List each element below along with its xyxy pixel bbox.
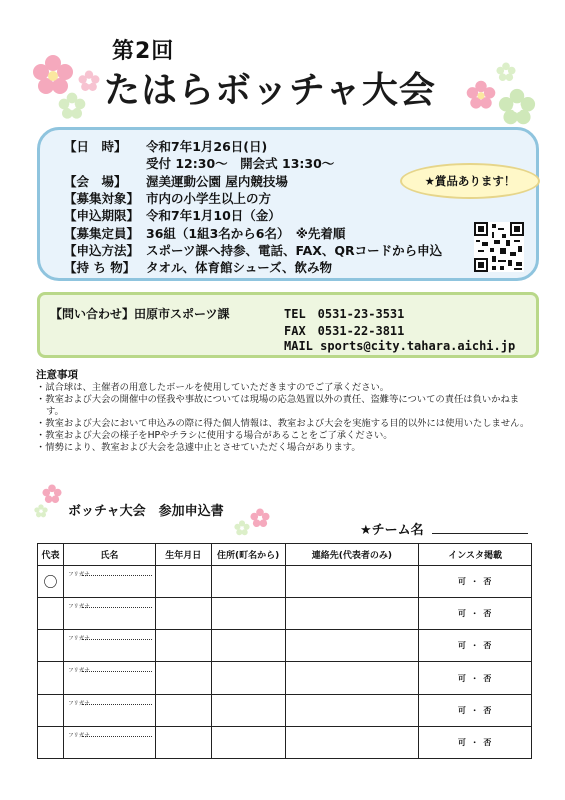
instagram-permission[interactable]: 可 ・ 否 xyxy=(457,673,493,683)
flower-icon xyxy=(58,92,86,120)
furigana-label: フリガナ xyxy=(67,668,90,675)
instagram-permission[interactable]: 可 ・ 否 xyxy=(457,705,493,715)
table-cell[interactable] xyxy=(285,726,419,758)
furigana-line xyxy=(82,639,152,640)
info-row-label: 【申込方法】 xyxy=(64,242,140,258)
table-row xyxy=(38,598,532,630)
flower-icon xyxy=(466,80,496,110)
table-cell[interactable] xyxy=(155,566,211,598)
table-cell[interactable] xyxy=(419,726,532,758)
table-cell[interactable] xyxy=(63,598,155,630)
table-cell[interactable] xyxy=(419,662,532,694)
furigana-line xyxy=(82,704,152,705)
furigana-label: フリガナ xyxy=(67,604,90,611)
info-row-value: 令和7年1月10日（金） xyxy=(146,208,281,224)
note-item: ・情勢により、教室および大会を急遽中止とさせていただく場合があります。 xyxy=(36,442,361,453)
table-row xyxy=(38,662,532,694)
info-row-label: 【募集定員】 xyxy=(64,225,140,241)
note-item: ・教室および大会において申込みの際に得た個人情報は、教室および大会を実施する目的以外には使用いたしません。 xyxy=(36,418,530,429)
representative-mark: 〇 xyxy=(43,574,58,591)
furigana-line xyxy=(82,575,152,576)
flower-icon xyxy=(498,88,536,126)
table-cell[interactable] xyxy=(211,630,285,662)
flower-icon xyxy=(32,54,74,96)
table-cell[interactable] xyxy=(38,630,64,662)
info-row xyxy=(64,258,332,276)
table-cell[interactable] xyxy=(155,598,211,630)
table-cell[interactable] xyxy=(285,630,419,662)
table-cell[interactable] xyxy=(285,598,419,630)
furigana-line xyxy=(82,607,152,608)
flower-icon xyxy=(34,504,48,518)
qr-code-icon[interactable] xyxy=(474,222,524,272)
table-cell[interactable] xyxy=(38,694,64,726)
contact-label: 【問い合わせ】田原市スポーツ課 xyxy=(50,307,230,321)
table-cell[interactable] xyxy=(211,598,285,630)
contact-box xyxy=(37,292,539,358)
note-item: ・教室および大会の開催中の怪我や事故については現場の応急処置以外の責任、盗難等についての責任は負いかねます。 xyxy=(36,394,520,417)
table-cell[interactable] xyxy=(211,726,285,758)
event-info-box xyxy=(37,127,539,281)
team-name-field[interactable] xyxy=(432,533,528,534)
table-cell[interactable] xyxy=(38,662,64,694)
table-cell[interactable] xyxy=(63,566,155,598)
table-cell[interactable] xyxy=(155,630,211,662)
table-header-cell: 住所(町名から) xyxy=(211,544,285,566)
info-row xyxy=(64,241,442,259)
table-header-cell: 氏名 xyxy=(63,544,155,566)
table-cell[interactable] xyxy=(285,662,419,694)
furigana-line xyxy=(82,736,152,737)
info-row-value: 渥美運動公園 屋内競技場 xyxy=(146,173,288,189)
table-cell[interactable] xyxy=(63,694,155,726)
info-row-value: 36組（1組3名から6名） ※先着順 xyxy=(146,225,346,241)
info-row xyxy=(64,224,345,242)
flower-icon xyxy=(250,508,270,528)
page-title: たはらボッチャ大会 xyxy=(104,70,436,111)
instagram-permission[interactable]: 可 ・ 否 xyxy=(457,577,493,587)
instagram-permission[interactable]: 可 ・ 否 xyxy=(457,641,493,651)
table-cell[interactable] xyxy=(155,662,211,694)
notes-list xyxy=(36,382,536,454)
table-cell[interactable] xyxy=(285,566,419,598)
registration-table xyxy=(37,543,532,759)
info-row xyxy=(64,206,281,224)
flower-icon xyxy=(234,520,250,536)
table-cell[interactable] xyxy=(63,726,155,758)
contact-fax: FAX 0531-22-3811 xyxy=(284,324,405,338)
table-header-cell: 代表 xyxy=(38,544,64,566)
table-cell[interactable] xyxy=(63,662,155,694)
info-row-value: 受付 12:30～ 開会式 13:30～ xyxy=(146,156,335,172)
table-cell[interactable] xyxy=(419,630,532,662)
info-row-value: タオル、体育館シューズ、飲み物 xyxy=(146,260,333,276)
table-header-cell: インスタ掲載 xyxy=(419,544,532,566)
info-row-value: スポーツ課へ持参、電話、FAX、QRコードから申込 xyxy=(146,242,443,258)
info-row xyxy=(64,172,288,190)
table-cell[interactable] xyxy=(38,598,64,630)
table-cell[interactable] xyxy=(38,726,64,758)
table-row xyxy=(38,630,532,662)
table-header-cell: 生年月日 xyxy=(155,544,211,566)
team-name-label: ★チーム名 xyxy=(360,523,424,538)
table-row xyxy=(38,726,532,758)
info-row-label: 【会 場】 xyxy=(64,173,127,189)
info-row xyxy=(64,137,267,155)
table-cell[interactable] xyxy=(419,694,532,726)
table-cell[interactable] xyxy=(211,662,285,694)
furigana-label: フリガナ xyxy=(67,636,90,643)
info-row-value: 市内の小学生以上の方 xyxy=(146,190,272,206)
notes-title: 注意事項 xyxy=(36,369,78,381)
table-cell[interactable] xyxy=(419,598,532,630)
table-cell[interactable] xyxy=(38,566,64,598)
furigana-line xyxy=(82,671,152,672)
instagram-permission[interactable]: 可 ・ 否 xyxy=(457,609,493,619)
info-row xyxy=(64,154,334,172)
contact-mail[interactable]: MAIL sports@city.tahara.aichi.jp xyxy=(284,339,516,353)
furigana-label: フリガナ xyxy=(67,732,90,739)
info-row xyxy=(64,189,271,207)
form-title: ボッチャ大会 参加申込書 xyxy=(68,504,224,519)
furigana-label: フリガナ xyxy=(67,700,90,707)
info-row-label: 【日 時】 xyxy=(64,139,127,154)
instagram-permission[interactable]: 可 ・ 否 xyxy=(457,737,493,747)
note-item: ・試合球は、主催者の用意したボールを使用していただきますのでご了承ください。 xyxy=(36,382,390,393)
flower-icon xyxy=(496,62,516,82)
table-cell[interactable] xyxy=(63,630,155,662)
table-cell[interactable] xyxy=(155,694,211,726)
notes-section xyxy=(36,369,536,454)
flower-icon xyxy=(78,70,100,92)
table-cell[interactable] xyxy=(285,694,419,726)
edition-label: 第2回 xyxy=(112,39,175,64)
info-row-label: 【持 ち 物】 xyxy=(64,260,136,276)
furigana-label: フリガナ xyxy=(67,572,90,578)
table-row xyxy=(38,694,532,726)
prize-badge: ★賞品あります！ xyxy=(400,163,540,199)
info-row-label: 【申込期限】 xyxy=(64,208,140,224)
table-cell[interactable] xyxy=(155,726,211,758)
note-item: ・教室および大会の様子をHPやチラシに使用する場合があることをご了承ください。 xyxy=(36,430,393,441)
table-row xyxy=(38,566,532,598)
table-header-cell: 連絡先(代表者のみ) xyxy=(285,544,419,566)
info-row-label: 【募集対象】 xyxy=(64,190,140,206)
contact-tel: TEL 0531-23-3531 xyxy=(284,307,405,321)
table-cell[interactable] xyxy=(419,566,532,598)
table-cell[interactable] xyxy=(211,566,285,598)
flower-icon xyxy=(42,484,62,504)
info-row-value: 令和7年1月26日(日) xyxy=(146,139,268,154)
table-cell[interactable] xyxy=(211,694,285,726)
